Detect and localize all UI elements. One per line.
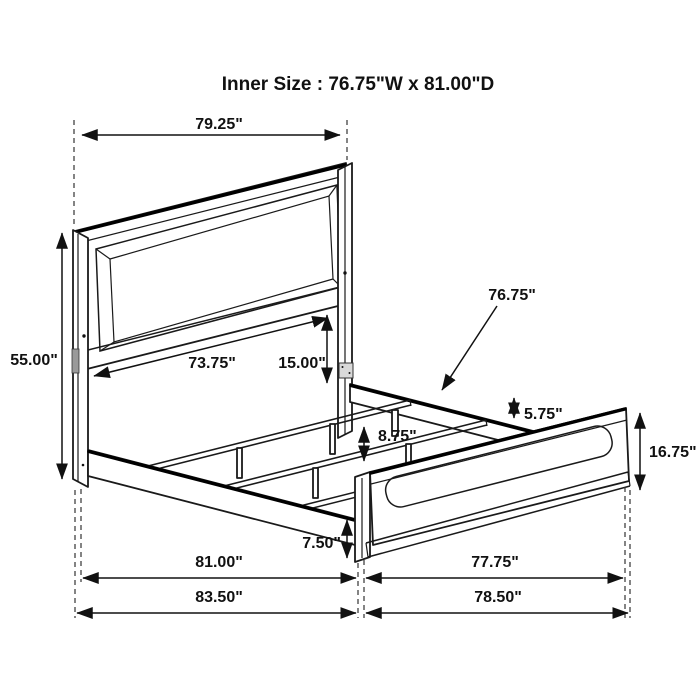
dim-headboard-width <box>82 116 340 135</box>
dim-side-rail-height <box>514 398 563 423</box>
dim-label-rail-to-headboard: 15.00" <box>278 355 326 372</box>
rail-bracket <box>72 349 79 373</box>
slat-leg <box>330 424 335 454</box>
headboard <box>72 163 353 487</box>
dim-label-overall-length: 83.50" <box>195 589 243 606</box>
slat-leg <box>237 448 242 478</box>
dim-label-headboard-height: 55.00" <box>10 352 58 369</box>
dim-rail-to-headboard <box>278 315 327 383</box>
dim-label-footboard-height: 16.75" <box>649 444 697 461</box>
dim-footboard-width <box>366 589 628 613</box>
slat-leg <box>313 468 318 498</box>
dim-label-side-rail-height: 5.75" <box>524 406 563 423</box>
dim-footboard-inner-width <box>366 554 623 578</box>
diagram-title: Inner Size : 76.75"W x 81.00"D <box>221 74 495 95</box>
dim-label-footboard-clearance: 7.50" <box>302 535 341 552</box>
dim-overall-length <box>77 589 356 613</box>
dim-inner-length <box>83 554 356 578</box>
dim-label-footboard-width: 78.50" <box>474 589 522 606</box>
dim-headboard-height <box>10 233 62 479</box>
headboard-panel <box>75 163 350 371</box>
dim-label-inner-length: 81.00" <box>195 554 243 571</box>
slat <box>148 400 411 478</box>
dim-footboard-height <box>640 413 697 490</box>
screw-dot <box>82 334 85 337</box>
dim-label-slat-width: 76.75" <box>488 287 536 304</box>
dim-label-slat-height: 8.75" <box>378 428 417 445</box>
screw-dot <box>343 271 346 274</box>
rail-bracket <box>339 363 353 378</box>
dim-label-headboard-width: 79.25" <box>195 116 243 133</box>
dim-label-footboard-inner-width: 77.75" <box>471 554 519 571</box>
dim-slat-width-callout <box>442 287 536 390</box>
screw-dot <box>82 464 85 467</box>
dim-label-headboard-inner-width: 73.75" <box>188 355 236 372</box>
